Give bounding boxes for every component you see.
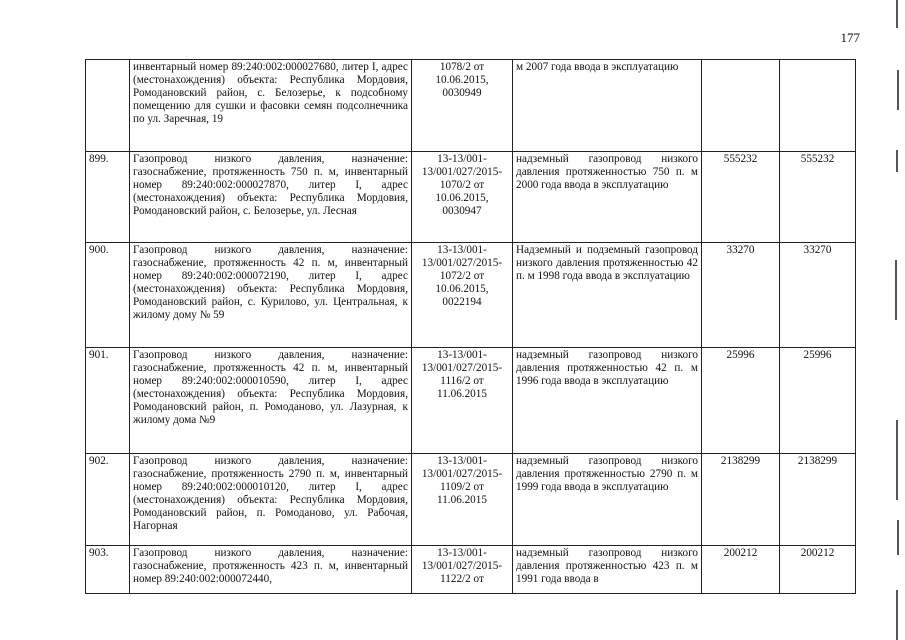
object-characteristics: м 2007 года ввода в эксплуатацию	[513, 60, 702, 152]
row-number: 903.	[86, 546, 130, 594]
row-number: 900.	[86, 243, 130, 348]
value-cell-1: 555232	[702, 152, 780, 243]
value-cell-2: 2138299	[780, 454, 856, 546]
object-characteristics: Надземный и подземный газопровод низкого давления протяженностью 42 п. м 1998 года ввода в эксплуатацию	[513, 243, 702, 348]
object-description: Газопровод низкого давления, назначение: газоснабжение, протяженность 42 п. м, инвентарный номер 89:240:002:000010590, литер I, адрес (местонахождения) объекта: Республика Мордовия, Ромодановский район, п. Ромоданово, ул. Лазурная, к жилому дома №9	[130, 348, 412, 454]
row-number	[86, 60, 130, 152]
table-row	[86, 243, 856, 348]
value-cell-2: 33270	[780, 243, 856, 348]
registration-record: 1078/2 от 10.06.2015, 0030949	[412, 60, 513, 152]
value-cell-1	[702, 60, 780, 152]
page-number: 177	[840, 30, 860, 45]
row-number: 902.	[86, 454, 130, 546]
registration-record: 13-13/001-13/001/027/2015-1122/2 от	[412, 546, 513, 594]
object-characteristics: надземный газопровод низкого давления протяженностью 750 п. м 2000 года ввода в эксплуатацию	[513, 152, 702, 243]
object-description: Газопровод низкого давления, назначение: газоснабжение, протяженность 42 п. м, инвентарный номер 89:240:002:000072190, литер I, адрес (местонахождения) объекта: Республика Мордовия, Ромодановский район, с. Курилово, ул. Центральная, к жилому дому № 59	[130, 243, 412, 348]
table-row	[86, 152, 856, 243]
value-cell-2: 200212	[780, 546, 856, 594]
scan-edge-marks	[888, 0, 905, 640]
object-description: Газопровод низкого давления, назначение: газоснабжение, протяженность 2790 п. м, инвентарный номер 89:240:002:000010120, литер I, адрес (местонахождения) объекта: Республика Мордовия, Ромодановский район, п. Ромоданово, ул. Рабочая, Нагорная	[130, 454, 412, 546]
value-cell-2	[780, 60, 856, 152]
value-cell-1: 25996	[702, 348, 780, 454]
registration-record: 13-13/001-13/001/027/2015-1116/2 от 11.06.2015	[412, 348, 513, 454]
value-cell-1: 2138299	[702, 454, 780, 546]
object-characteristics: надземный газопровод низкого давления протяженностью 2790 п. м 1999 года ввода в эксплуатацию	[513, 454, 702, 546]
value-cell-2: 25996	[780, 348, 856, 454]
registration-record: 13-13/001-13/001/027/2015-1109/2 от 11.06.2015	[412, 454, 513, 546]
value-cell-2: 555232	[780, 152, 856, 243]
object-description: Газопровод низкого давления, назначение: газоснабжение, протяженность 750 п. м, инвентарный номер 89:240:002:000027870, литер I, адрес (местонахождения) объекта: Республика Мордовия, Ромодановский район, с. Белозерье, ул. Лесная	[130, 152, 412, 243]
value-cell-1: 33270	[702, 243, 780, 348]
table-row	[86, 348, 856, 454]
table-row	[86, 60, 856, 152]
row-number: 899.	[86, 152, 130, 243]
object-description: инвентарный номер 89:240:002:000027680, литер I, адрес (местонахождения) объекта: Республика Мордовия, Ромодановский район, с. Белозерье, к подсобному помещению для сушки и фасовки семян подсолнечника по ул. Заречная, 19	[130, 60, 412, 152]
table-row	[86, 454, 856, 546]
value-cell-1: 200212	[702, 546, 780, 594]
registration-record: 13-13/001-13/001/027/2015-1072/2 от 10.06.2015, 0022194	[412, 243, 513, 348]
table-row	[86, 546, 856, 594]
object-characteristics: надземный газопровод низкого давления протяженностью 42 п. м 1996 года ввода в эксплуатацию	[513, 348, 702, 454]
property-register-table	[85, 59, 856, 594]
row-number: 901.	[86, 348, 130, 454]
object-description: Газопровод низкого давления, назначение: газоснабжение, протяженность 423 п. м, инвентарный номер 89:240:002:000072440,	[130, 546, 412, 594]
object-characteristics: надземный газопровод низкого давления протяженностью 423 п. м 1991 года ввода в	[513, 546, 702, 594]
registration-record: 13-13/001-13/001/027/2015-1070/2 от 10.06.2015, 0030947	[412, 152, 513, 243]
